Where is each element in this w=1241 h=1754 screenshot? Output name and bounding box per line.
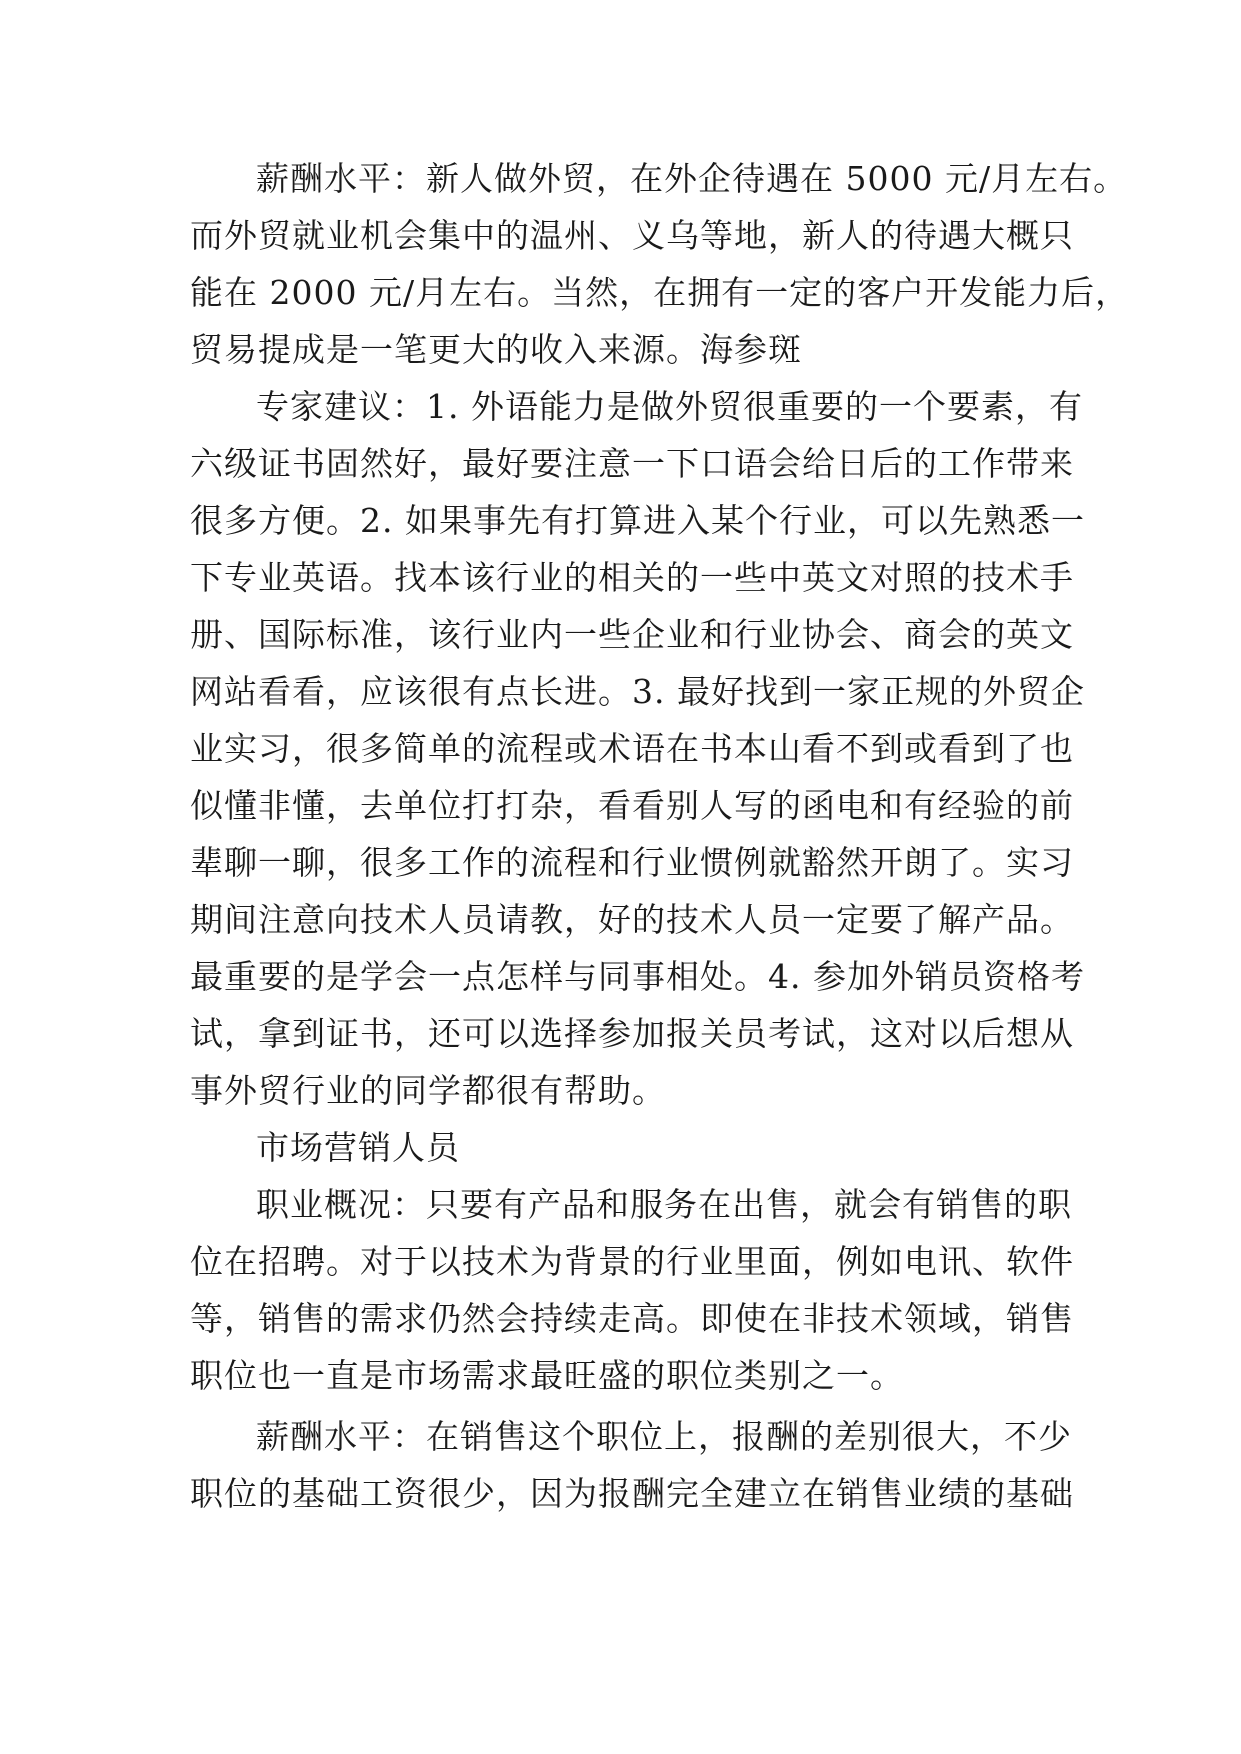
paragraph-line: 薪酬水平：在销售这个职位上，报酬的差别很大，不少 xyxy=(256,1417,1072,1456)
paragraph-line: 职位的基础工资很少，因为报酬完全建立在销售业绩的基础 xyxy=(190,1474,1074,1513)
salary-paragraph-trade xyxy=(190,150,1130,378)
paragraph-line: 贸易提成是一笔更大的收入来源。海参斑 xyxy=(190,330,802,369)
paragraph-line: 能在 2000 元/月左右。当然，在拥有一定的客户开发能力后， xyxy=(190,273,1130,312)
section-heading-marketing xyxy=(190,1119,1050,1176)
paragraph-line: 位在招聘。对于以技术为背景的行业里面，例如电讯、软件 xyxy=(190,1242,1074,1281)
paragraph-line: 职业概况：只要有产品和服务在出售，就会有销售的职 xyxy=(256,1185,1072,1224)
expert-advice-paragraph xyxy=(190,378,1085,1119)
paragraph-line: 试，拿到证书，还可以选择参加报关员考试，这对以后想从 xyxy=(190,1014,1074,1053)
paragraph-line: 事外贸行业的同学都很有帮助。 xyxy=(190,1071,666,1110)
paragraph-line: 专家建议：1. 外语能力是做外贸很重要的一个要素，有 xyxy=(256,387,1083,426)
paragraph-line: 最重要的是学会一点怎样与同事相处。4. 参加外销员资格考 xyxy=(190,957,1085,996)
paragraph-line: 期间注意向技术人员请教，好的技术人员一定要了解产品。 xyxy=(190,900,1074,939)
paragraph-line: 辈聊一聊，很多工作的流程和行业惯例就豁然开朗了。实习 xyxy=(190,843,1074,882)
paragraph-line: 册、国际标准，该行业内一些企业和行业协会、商会的英文 xyxy=(190,615,1074,654)
paragraph-line: 网站看看，应该很有点长进。3. 最好找到一家正规的外贸企 xyxy=(190,672,1085,711)
paragraph-line: 职位也一直是市场需求最旺盛的职位类别之一。 xyxy=(190,1356,904,1395)
paragraph-line: 薪酬水平：新人做外贸，在外企待遇在 5000 元/月左右。 xyxy=(256,159,1128,198)
paragraph-line: 六级证书固然好，最好要注意一下口语会给日后的工作带来 xyxy=(190,444,1074,483)
paragraph-line: 似懂非懂，去单位打打杂，看看别人写的函电和有经验的前 xyxy=(190,786,1074,825)
salary-paragraph-sales xyxy=(190,1408,1074,1522)
career-overview-paragraph xyxy=(190,1176,1074,1404)
paragraph-line: 下专业英语。找本该行业的相关的一些中英文对照的技术手 xyxy=(190,558,1074,597)
paragraph-line: 而外贸就业机会集中的温州、义乌等地，新人的待遇大概只 xyxy=(190,216,1074,255)
document-body xyxy=(190,150,1130,1522)
paragraph-line: 等，销售的需求仍然会持续走高。即使在非技术领域，销售 xyxy=(190,1299,1074,1338)
paragraph-line: 业实习，很多简单的流程或术语在书本山看不到或看到了也 xyxy=(190,729,1074,768)
paragraph-line: 很多方便。2. 如果事先有打算进入某个行业，可以先熟悉一 xyxy=(190,501,1085,540)
section-heading: 市场营销人员 xyxy=(256,1128,460,1167)
